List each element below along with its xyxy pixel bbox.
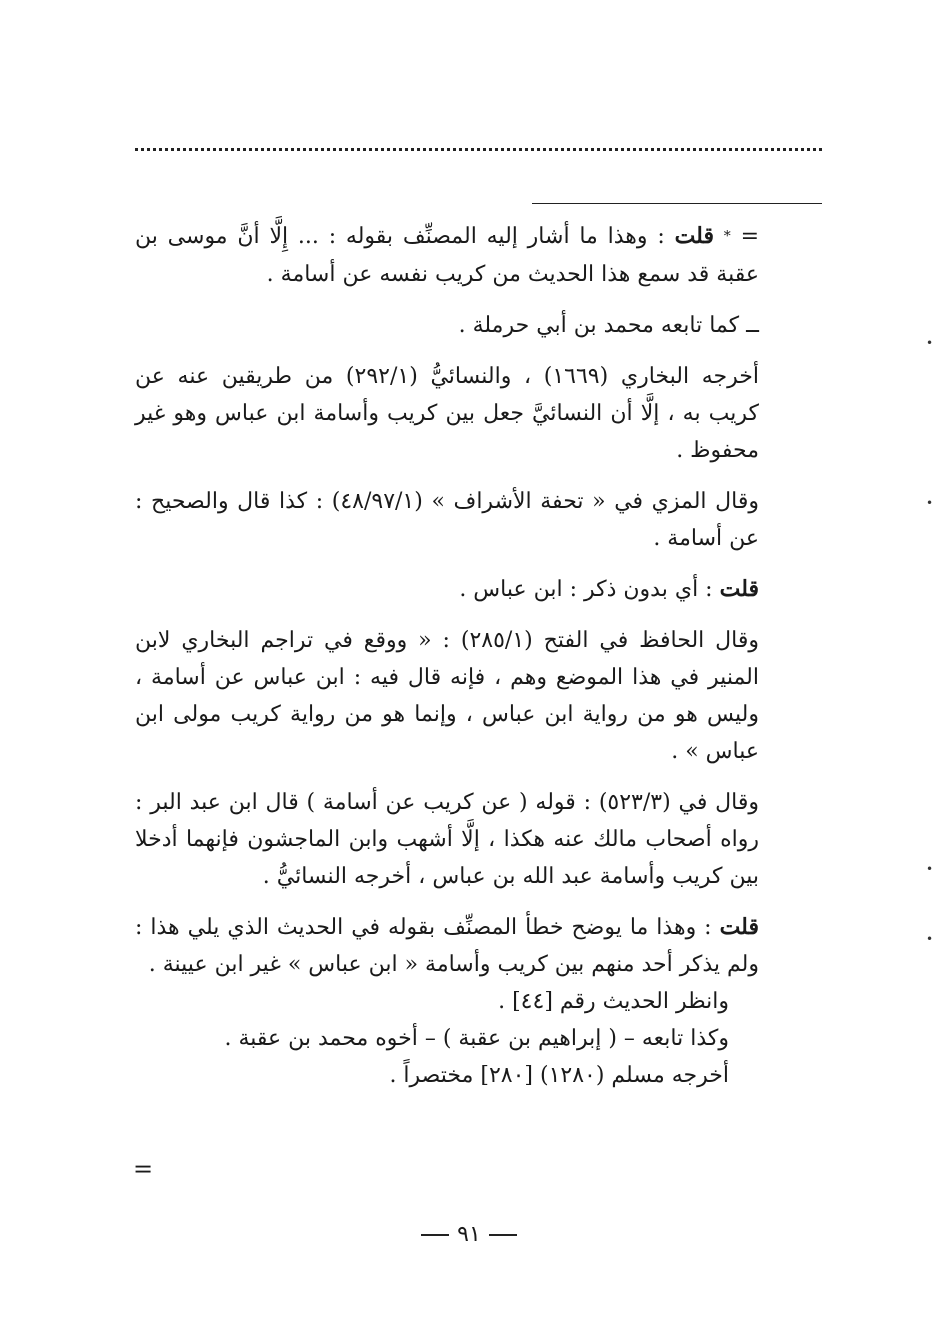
footnote-paragraph-6: وقال الحافظ في الفتح (٢٨٥/١) : « ووقع في تراجم البخاري لابن المنير في هذا الموضع وهم ، فإنه قال فيه : ابن عباس عن أسامة ، وليس هو من رواية ابن عباس ، وإنما هو من رواية كريب مولى ابن عباس » . — [135, 627, 760, 764]
footnote-paragraph-10: وكذا تابعه – ( إبراهيم بن عقبة ) – أخوه محمد بن عقبة . — [224, 1025, 729, 1051]
footnote-body — [135, 218, 759, 1094]
footnote-paragraph-8 — [135, 909, 759, 983]
star-marker: * — [723, 228, 731, 245]
paragraph-text: : أي بدون ذكر : ابن عباس . — [459, 576, 713, 602]
footnote-paragraph-7: وقال في (٥٢٣/٣) : قوله ( عن كريب عن أسامة ) قال ابن عبد البر : رواه أصحاب مالك عنه هكذا ، إلَّا أشهب وابن الماجشون فإنهما أدخلا بين كريب وأسامة عبد الله بن عباس ، أخرجه النسائيُّ . — [135, 789, 759, 889]
edge-dot: • — [926, 496, 934, 510]
paragraph-text: : وهذا ما يوضح خطأ المصنِّف بقوله في الحديث الذي يلي هذا : ولم يذكر أحد منهم بين كريب وأسامة « ابن عباس » غير ابن عيينة . — [135, 914, 759, 977]
footnote-paragraph-4: وقال المزي في « تحفة الأشراف » (٤٨/٩٧/١) : كذا قال والصحيح : عن أسامة . — [135, 488, 759, 551]
page-number — [0, 1222, 938, 1247]
edge-dot: • — [926, 336, 934, 350]
edge-dot: • — [926, 862, 934, 876]
footnote-paragraph-9: وانظر الحديث رقم [٤٤] . — [498, 988, 729, 1014]
footnote-rule — [532, 203, 822, 204]
page-number-dash — [489, 1234, 517, 1236]
footnote-paragraph-2: ــ كما تابعه محمد بن أبي حرملة . — [458, 312, 759, 338]
footnote-paragraph-11: أخرجه مسلم (١٢٨٠) [٢٨٠] مختصراً . — [389, 1062, 729, 1088]
dotted-separator — [135, 148, 822, 151]
footnote-paragraph-5 — [135, 571, 759, 608]
continuation-mark: = — [133, 1155, 154, 1183]
qult-label: قلت — [719, 575, 759, 602]
edge-dot: • — [926, 932, 934, 946]
footnote-paragraph-3: أخرجه البخاري (١٦٦٩) ، والنسائيُّ (٢٩٢/١) من طريقين عنه عن كريب به ، إلَّا أن النسائيَّ جعل بين كريب وأسامة ابن عباس وهو غير محفوظ . — [135, 363, 759, 463]
continuation-prefix: = — [740, 224, 760, 249]
paragraph-text: : وهذا ما أشار إليه المصنِّف بقوله : ... إِلَّا أنَّ موسى بن عقبة قد سمع هذا الحديث من كريب نفسه عن أسامة . — [135, 224, 759, 287]
page-number-dash — [421, 1234, 449, 1236]
footnote-paragraph-1 — [135, 218, 759, 293]
qult-label: قلت — [674, 223, 714, 249]
page-number-value: ٩١ — [457, 1222, 481, 1247]
qult-label: قلت — [719, 913, 759, 940]
